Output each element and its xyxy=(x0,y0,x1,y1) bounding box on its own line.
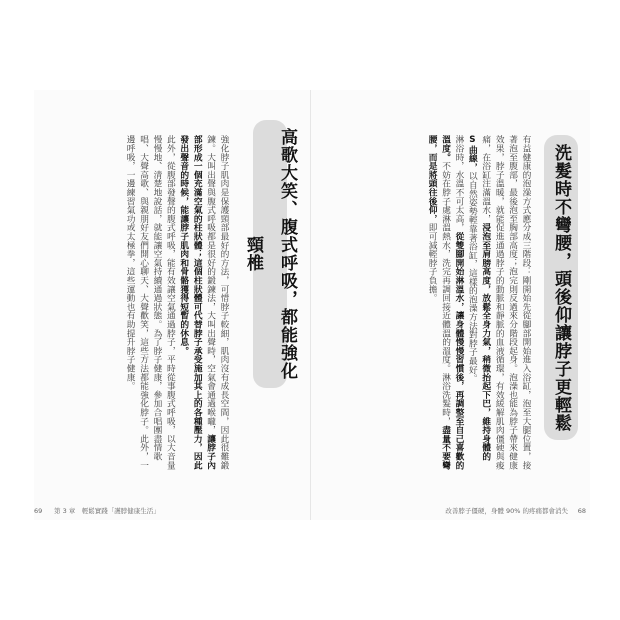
left-page-heading: 高歌大笑、腹式呼吸，都能強化頸椎 xyxy=(253,120,287,388)
right-page xyxy=(312,90,590,520)
right-paragraph-1 xyxy=(465,135,532,470)
right-running-footer: 改善脖子僵硬，身體 90% 的疼痛都會消失 xyxy=(445,507,568,515)
right-paragraph-2 xyxy=(425,135,465,470)
left-running-footer: 第 3 章 輕鬆實踐「護脖健康生活」 xyxy=(54,507,160,515)
left-highlight-1: 讓脖子內部形成一個充滿空氣的柱狀體；這個柱狀體可代替脖子承受施加其上的各種壓力，因此發出聲音的時候，能讓脖子肌肉和骨骼獲得短暫的休息。 xyxy=(178,135,216,470)
right-text-1: 有益健康的泡澡方式應分成三階段：剛開始先從腳部開始進入浴缸，泡至大腿位置，接著泡至腹部，最後泡至胸部高度；泡完則反過來分階段起身。泡澡也能為脖子帶來健康效果，脖子溫暖，就能促進通過脖子的動脈和靜脈的血液循環，有效緩解肌肉僵硬與痠痛，在浴缸注滿溫水， xyxy=(480,135,531,470)
right-highlight-1: 浸泡至肩膀高度，放鬆全身力氣，稍微抬起下巴，維持身體的S曲線， xyxy=(467,135,491,461)
right-highlight-3: 盡量不要彎腰，而是將頭往後仰， xyxy=(427,135,451,470)
left-paragraph-2: 此外，從腹部發聲的腹式呼吸，能有效讓空氣通過脖子，平時從事腹式呼吸，以大音量慢慢地、清楚地說話，就能讓空氣持續通過狀態。為了脖子健康，參加合唱團盡情歌唱、大聲高歌、與親朋好友們開心聊天、大聲歡笑，這些方法都能強化脖子。此外，一邊呼吸，一邊練習氣功或太極拳，這些運動也有助提升脖子健康。 xyxy=(125,135,176,470)
right-text-3: 淋浴時，水溫不可太高， xyxy=(453,135,464,232)
left-text-1: 強化脖子肌肉是保護頸部最好的方法，可惜脖子較細，肌肉沒有成長空間，因此很難鍛鍊。大叫出聲與腹式呼吸都是很好的鍛鍊法，大叫出聲時，空氣會通過喉嚨， xyxy=(205,135,229,470)
right-text-2: 以自然姿勢輕靠著浴缸，這樣的泡澡方法對脖子最好。 xyxy=(467,171,478,383)
left-paragraph-1 xyxy=(176,135,230,470)
left-page-body xyxy=(72,135,230,470)
right-page-number: 68 xyxy=(577,507,586,515)
right-page-heading: 洗髮時不彎腰，頭後仰讓脖子更輕鬆 xyxy=(544,135,578,440)
right-page-body xyxy=(332,135,532,470)
book-spread xyxy=(34,90,590,520)
right-text-4: 不妨在脖子處淋溫熱水，洗完再調回接近體溫的溫度。淋浴洗髮時， xyxy=(440,161,451,426)
right-highlight-2: 從雙腳開始淋溫水，讓身體慢慢習慣後，再調整至自己喜歡的溫度。 xyxy=(440,135,464,470)
right-text-5: 即可減輕脖子負擔。 xyxy=(427,223,438,303)
left-page xyxy=(34,90,311,520)
left-page-number: 69 xyxy=(34,507,43,515)
